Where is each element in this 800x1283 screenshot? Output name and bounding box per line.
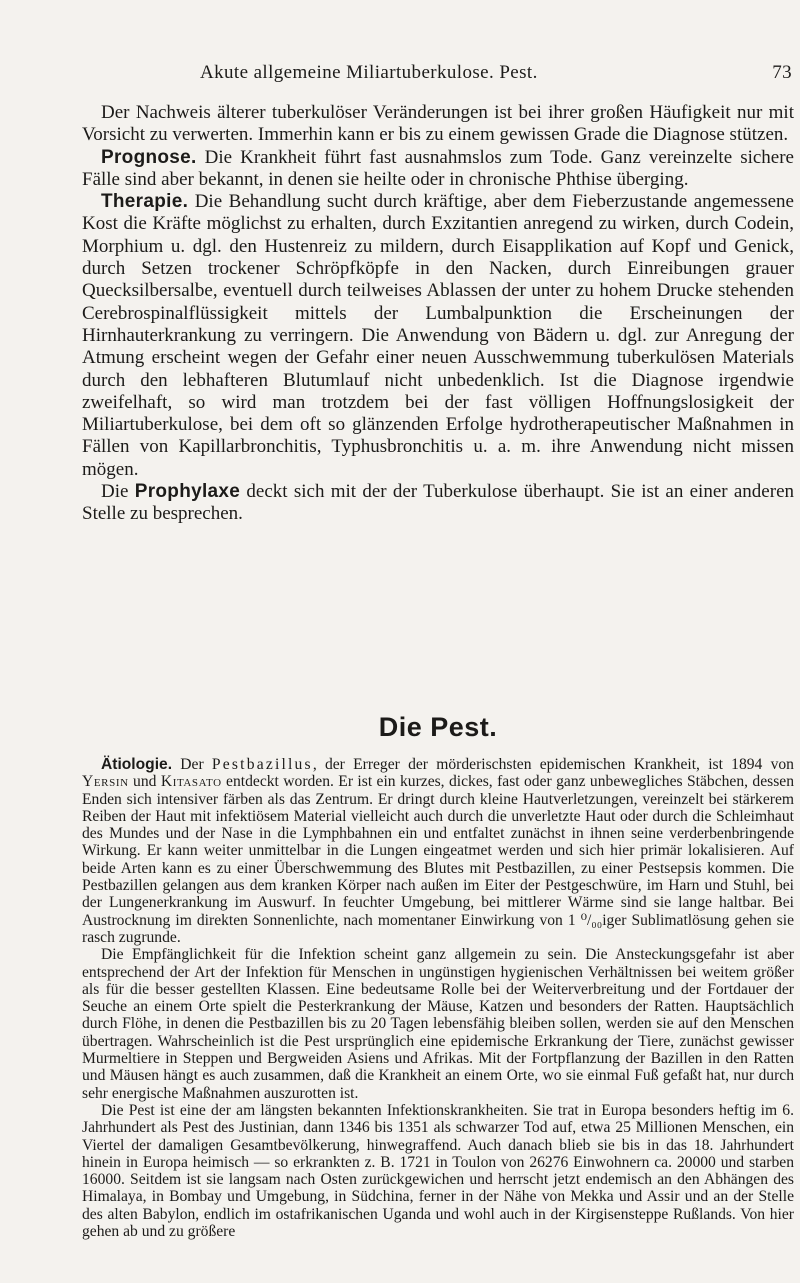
running-title: Akute allgemeine Miliartuberkulose. Pest. — [200, 62, 538, 83]
paragraph-prognose — [82, 147, 794, 192]
spaced-term: Pestbazillus — [211, 756, 313, 773]
permille-sign: ⁰/₀₀ — [580, 911, 603, 929]
paragraph-text: Die — [101, 481, 135, 503]
paragraph-geschichte: Die Pest ist eine der am längsten bekannten Infektionskrankheiten. Sie trat in Europa besonders heftig im 6. Jahrhundert als Pest des Justinian, dann 1346 bis 1351 als schwarzer Tod auf, etwa 25 Millionen Menschen, ein Viertel der damaligen Gesamtbevölkerung, hinwegraffend. Auch danach blieb sie bis in das 18. Jahrhundert hinein in Europa heimisch — so erkrankten z. B. 1721 in Toulon von 26276 Einwohnern ca. 20000 und starben 16000. Seitdem ist sie langsam nach Osten zurückgewichen und herrscht jetzt endemisch an den Abhängen des Himalaya, in Bombay und Umgebung, in Südchina, ferner in der Nähe von Mekka und Assir und an der Stelle des alten Babylon, endlich im ostafrikanischen Uganda und wohl auch in der Kirgisensteppe Rußlands. Von hier gehen ab und zu größere — [82, 1101, 794, 1241]
run-in-heading-aetiologie: Ätiologie. — [101, 756, 173, 773]
paragraph-text: Die Krankheit führt fast ausnahmslos zum Tode. Ganz vereinzelte sichere Fälle sind aber bekannt, in denen sie heilte oder in chronische Phthise überging. — [82, 146, 794, 190]
lower-text-block — [82, 756, 794, 1240]
paragraph-text: , der Erreger der mörderischsten epidemischen Krankheit, ist 1894 von — [312, 756, 794, 773]
running-head — [82, 62, 792, 88]
author-name: Kitasato — [160, 773, 222, 791]
run-in-heading-therapie: Therapie. — [101, 191, 189, 213]
page-number: 73 — [772, 62, 792, 83]
section-heading: Die Pest. — [378, 712, 498, 742]
paragraph-text: und — [128, 773, 161, 791]
paragraph-prophylaxe — [82, 481, 794, 526]
paragraph-therapie — [82, 191, 794, 481]
paragraph-text: Die Behandlung sucht durch kräftige, aber dem Fieberzustande angemessene Kost die Kräfte möglichst zu erhalten, durch Exzitantien anregend zu wirken, durch Codein, Morphium u. dgl. den Hustenreiz zu mildern, durch Eisapplikation auf Kopf und Genick, durch Setzen trockener Schröpfköpfe in den Nacken, durch Einreibungen grauer Quecksilbersalbe, eventuell durch teilweises Ablassen der unter zu hohem Drucke stehenden Cerebrospinalflüssigkeit mittels der Lumbalpunktion die Erscheinungen der Hirnhauterkrankung zu verringern. Die Anwendung von Bädern u. dgl. zur Anregung der Atmung erscheint wegen der Gefahr einer neuen Ausschwemmung tuberkulösen Materials durch den lebhafteren Blutumlauf nicht unbedenklich. Ist die Diagnose irgendwie zweifelhaft, so wird man trotzdem bei der fast völligen Hoffnungslosigkeit der Miliartuberkulose, bei dem oft so glänzenden Erfolge hydrotherapeutischer Maßnahmen in Fällen von Kapillarbronchitis, Typhusbronchitis u. a. m. ihre Anwendung nicht missen mögen. — [82, 191, 794, 480]
run-in-heading-prognose: Prognose. — [101, 146, 197, 168]
paragraph-text: entdeckt worden. Er ist ein kurzes, dickes, fast oder ganz unbewegliches Stäbchen, dessen Enden sich intensiver färben als das Zentrum. Er dringt durch kleine Hautverletzungen, vereinzelt bei stärkerem Reiben der Haut mit infektiösem Material vielleicht auch durch die unverletzte Haut oder durch die Schleimhaut des Mundes und der Nase in die Lymphbahnen ein und entfaltet zunächst in ihnen seine verderbenbringende Wirkung. Er kann weiter unmittelbar in die Lungen eingeatmet werden und sich hier primär lokalisieren. Auf beide Arten kann es zu einer Überschwemmung des Blutes mit Pestbazillen, zu einer Pestsepsis kommen. Die Pestbazillen gelangen aus dem kranken Körper nach außen im Eiter der Pestgeschwüre, im Harn und Stuhl, bei der Lungenerkrankung im Auswurf. In feuchter Umgebung, bei mittlerer Wärme sind sie lange haltbar. Bei Austrocknung im direkten Sonnenlichte, nach momentaner Einwirkung von 1 — [82, 773, 794, 929]
run-in-heading-prophylaxe: Prophylaxe — [134, 481, 241, 503]
author-name: Yersin — [82, 773, 129, 791]
paragraph-text: deckt sich mit der der Tuberkulose überhaupt. Sie ist an einer anderen Stelle zu besprechen. — [82, 481, 794, 525]
upper-text-block — [82, 102, 794, 526]
paragraph-empfaenglichkeit: Die Empfänglichkeit für die Infektion scheint ganz allgemein zu sein. Die Ansteckungsgefahr ist aber entsprechend der Art der Infektion für Menschen in ungünstigen hygienischen Verhältnissen bei weitem größer als für die besser gestellten Klassen. Eine bedeutsame Rolle bei der Weiterverbreitung und der Fortdauer der Seuche an einem Orte spielt die Pesterkrankung der Mäuse, Katzen und besonders der Ratten. Hauptsächlich durch Flöhe, in denen die Pestbazillen bis zu 20 Tagen lebensfähig bleiben sollen, werden sie auf den Menschen übertragen. Wahrscheinlich ist die Pest ursprünglich eine epidemische Erkrankung der Tiere, zunächst gewisser Murmeltiere in Steppen und Bergweiden Asiens und Afrikas. Mit der Fortpflanzung der Bazillen in den Ratten und Mäusen hängt es auch zusammen, daß die Krankheit an einem Orte, wo sie einmal Fuß gefaßt hat, nur durch sehr energische Maßnahmen auszurotten ist. — [82, 946, 794, 1102]
paragraph-aetiologie — [82, 756, 794, 946]
paragraph-text: Der — [172, 756, 212, 773]
paragraph-text: iger Sublimatlösung gehen sie rasch zugrunde. — [82, 911, 794, 946]
paragraph-nachweis: Der Nachweis älterer tuberkulöser Veränderungen ist bei ihrer großen Häufigkeit nur mit Vorsicht zu verwerten. Immerhin kann er bis zu einem gewissen Grade die Diagnose stützen. — [82, 102, 794, 146]
